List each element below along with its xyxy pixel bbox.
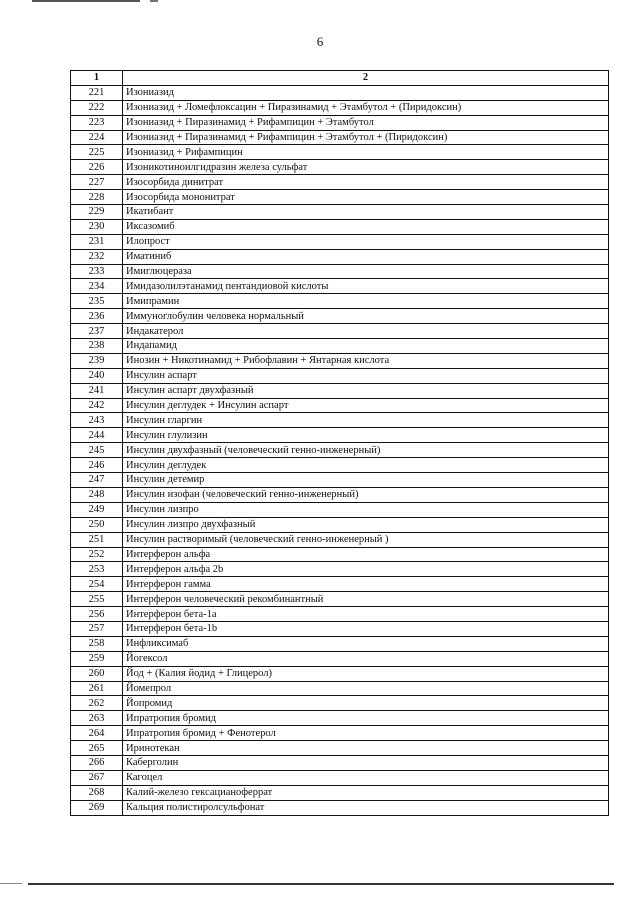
table-row xyxy=(71,770,609,785)
row-number: 236 xyxy=(71,309,123,324)
table-row xyxy=(71,711,609,726)
bottom-edge-rule xyxy=(28,883,614,885)
row-number: 259 xyxy=(71,651,123,666)
table-row xyxy=(71,607,609,622)
table-row xyxy=(71,502,609,517)
row-number: 261 xyxy=(71,681,123,696)
row-number: 228 xyxy=(71,190,123,205)
drug-name: Инсулин деглудек + Инсулин аспарт xyxy=(123,398,609,413)
drug-list-table xyxy=(70,70,609,816)
drug-name: Изониазид xyxy=(123,85,609,100)
row-number: 254 xyxy=(71,577,123,592)
bottom-edge-rule-fragment xyxy=(0,883,22,884)
table-row xyxy=(71,621,609,636)
drug-name: Иматиниб xyxy=(123,249,609,264)
drug-name: Ипратропия бромид + Фенотерол xyxy=(123,726,609,741)
table-row xyxy=(71,205,609,220)
table-body xyxy=(71,85,609,815)
table-row xyxy=(71,681,609,696)
row-number: 266 xyxy=(71,755,123,770)
drug-name: Инсулин деглудек xyxy=(123,458,609,473)
table-row xyxy=(71,175,609,190)
row-number: 265 xyxy=(71,741,123,756)
row-number: 229 xyxy=(71,205,123,220)
table-row xyxy=(71,592,609,607)
table-row xyxy=(71,487,609,502)
drug-name: Кагоцел xyxy=(123,770,609,785)
drug-name: Каберголин xyxy=(123,755,609,770)
table-row xyxy=(71,130,609,145)
row-number: 224 xyxy=(71,130,123,145)
row-number: 246 xyxy=(71,458,123,473)
drug-name: Индакатерол xyxy=(123,324,609,339)
table-row xyxy=(71,368,609,383)
table-row xyxy=(71,666,609,681)
table-row xyxy=(71,458,609,473)
table-row xyxy=(71,577,609,592)
row-number: 247 xyxy=(71,473,123,488)
table-row xyxy=(71,428,609,443)
page-number: 6 xyxy=(316,34,324,49)
drug-name: Инфликсимаб xyxy=(123,636,609,651)
row-number: 257 xyxy=(71,621,123,636)
row-number: 233 xyxy=(71,264,123,279)
drug-name: Изосорбида динитрат xyxy=(123,175,609,190)
row-number: 238 xyxy=(71,339,123,354)
drug-name: Изониазид + Ломефлоксацин + Пиразинамид + Этамбутол + (Пиридоксин) xyxy=(123,100,609,115)
row-number: 237 xyxy=(71,324,123,339)
row-number: 250 xyxy=(71,517,123,532)
table-row xyxy=(71,413,609,428)
row-number: 244 xyxy=(71,428,123,443)
drug-name: Инсулин аспарт xyxy=(123,368,609,383)
drug-name: Интерферон человеческий рекомбинантный xyxy=(123,592,609,607)
drug-name: Интерферон бета-1a xyxy=(123,607,609,622)
drug-name: Инозин + Никотинамид + Рибофлавин + Янтарная кислота xyxy=(123,353,609,368)
table-row xyxy=(71,309,609,324)
column-header-number: 1 xyxy=(71,71,123,86)
table-header-row xyxy=(71,71,609,86)
drug-name: Изосорбида мононитрат xyxy=(123,190,609,205)
drug-name: Инсулин гларгин xyxy=(123,413,609,428)
top-edge-rule xyxy=(32,0,140,2)
row-number: 239 xyxy=(71,353,123,368)
row-number: 240 xyxy=(71,368,123,383)
row-number: 255 xyxy=(71,592,123,607)
drug-name: Инсулин растворимый (человеческий генно-инженерный ) xyxy=(123,532,609,547)
row-number: 222 xyxy=(71,100,123,115)
table-row xyxy=(71,219,609,234)
table-row xyxy=(71,785,609,800)
row-number: 248 xyxy=(71,487,123,502)
drug-name: Инсулин лизпро двухфазный xyxy=(123,517,609,532)
row-number: 231 xyxy=(71,234,123,249)
table-row xyxy=(71,741,609,756)
drug-name: Имипрамин xyxy=(123,294,609,309)
table-row xyxy=(71,651,609,666)
drug-name: Ипратропия бромид xyxy=(123,711,609,726)
table-row xyxy=(71,100,609,115)
drug-name: Калий-железо гексацианоферрат xyxy=(123,785,609,800)
drug-name: Иринотекан xyxy=(123,741,609,756)
row-number: 260 xyxy=(71,666,123,681)
top-edge-rule-fragment xyxy=(150,0,158,2)
table-row xyxy=(71,800,609,815)
row-number: 221 xyxy=(71,85,123,100)
drug-name: Интерферон альфа 2b xyxy=(123,562,609,577)
drug-name: Кальция полистиролсульфонат xyxy=(123,800,609,815)
drug-name: Инсулин аспарт двухфазный xyxy=(123,383,609,398)
table-row xyxy=(71,294,609,309)
drug-name: Интерферон гамма xyxy=(123,577,609,592)
column-header-name: 2 xyxy=(123,71,609,86)
table-row xyxy=(71,160,609,175)
drug-name: Икатибант xyxy=(123,205,609,220)
row-number: 252 xyxy=(71,547,123,562)
table-row xyxy=(71,249,609,264)
table-row xyxy=(71,443,609,458)
drug-name: Изоникотиноилгидразин железа сульфат xyxy=(123,160,609,175)
row-number: 242 xyxy=(71,398,123,413)
table-row xyxy=(71,532,609,547)
row-number: 241 xyxy=(71,383,123,398)
drug-name: Инсулин лизпро xyxy=(123,502,609,517)
drug-name: Интерферон бета-1b xyxy=(123,621,609,636)
drug-name: Иксазомиб xyxy=(123,219,609,234)
table-row xyxy=(71,696,609,711)
drug-name: Йогексол xyxy=(123,651,609,666)
row-number: 262 xyxy=(71,696,123,711)
row-number: 263 xyxy=(71,711,123,726)
row-number: 251 xyxy=(71,532,123,547)
table-row xyxy=(71,547,609,562)
table-row xyxy=(71,234,609,249)
drug-name: Имидазолилэтанамид пентандиовой кислоты xyxy=(123,279,609,294)
drug-name: Йомепрол xyxy=(123,681,609,696)
row-number: 245 xyxy=(71,443,123,458)
row-number: 268 xyxy=(71,785,123,800)
row-number: 269 xyxy=(71,800,123,815)
table-row xyxy=(71,264,609,279)
row-number: 267 xyxy=(71,770,123,785)
table-row xyxy=(71,353,609,368)
drug-name: Йод + (Калия йодид + Глицерол) xyxy=(123,666,609,681)
table-row xyxy=(71,755,609,770)
table-row xyxy=(71,398,609,413)
table-row xyxy=(71,145,609,160)
row-number: 234 xyxy=(71,279,123,294)
row-number: 253 xyxy=(71,562,123,577)
drug-name: Изониазид + Рифампицин xyxy=(123,145,609,160)
drug-name: Индапамид xyxy=(123,339,609,354)
row-number: 226 xyxy=(71,160,123,175)
row-number: 227 xyxy=(71,175,123,190)
table-row xyxy=(71,115,609,130)
table-row xyxy=(71,726,609,741)
row-number: 230 xyxy=(71,219,123,234)
drug-name: Иммуноглобулин человека нормальный xyxy=(123,309,609,324)
drug-name: Изониазид + Пиразинамид + Рифампицин + Этамбутол + (Пиридоксин) xyxy=(123,130,609,145)
row-number: 225 xyxy=(71,145,123,160)
drug-name: Инсулин двухфазный (человеческий генно-инженерный) xyxy=(123,443,609,458)
drug-name: Инсулин детемир xyxy=(123,473,609,488)
drug-name: Инсулин глулизин xyxy=(123,428,609,443)
row-number: 243 xyxy=(71,413,123,428)
table-row xyxy=(71,473,609,488)
table-row xyxy=(71,324,609,339)
row-number: 256 xyxy=(71,607,123,622)
drug-name: Инсулин изофан (человеческий генно-инженерный) xyxy=(123,487,609,502)
drug-name: Илопрост xyxy=(123,234,609,249)
table-row xyxy=(71,562,609,577)
drug-name: Йопромид xyxy=(123,696,609,711)
row-number: 258 xyxy=(71,636,123,651)
row-number: 249 xyxy=(71,502,123,517)
row-number: 235 xyxy=(71,294,123,309)
table-row xyxy=(71,517,609,532)
drug-name: Изониазид + Пиразинамид + Рифампицин + Этамбутол xyxy=(123,115,609,130)
row-number: 223 xyxy=(71,115,123,130)
row-number: 264 xyxy=(71,726,123,741)
table-row xyxy=(71,383,609,398)
table-row xyxy=(71,85,609,100)
drug-name: Интерферон альфа xyxy=(123,547,609,562)
table-row xyxy=(71,636,609,651)
table-row xyxy=(71,339,609,354)
table-row xyxy=(71,279,609,294)
row-number: 232 xyxy=(71,249,123,264)
drug-name: Имиглюцераза xyxy=(123,264,609,279)
table-row xyxy=(71,190,609,205)
